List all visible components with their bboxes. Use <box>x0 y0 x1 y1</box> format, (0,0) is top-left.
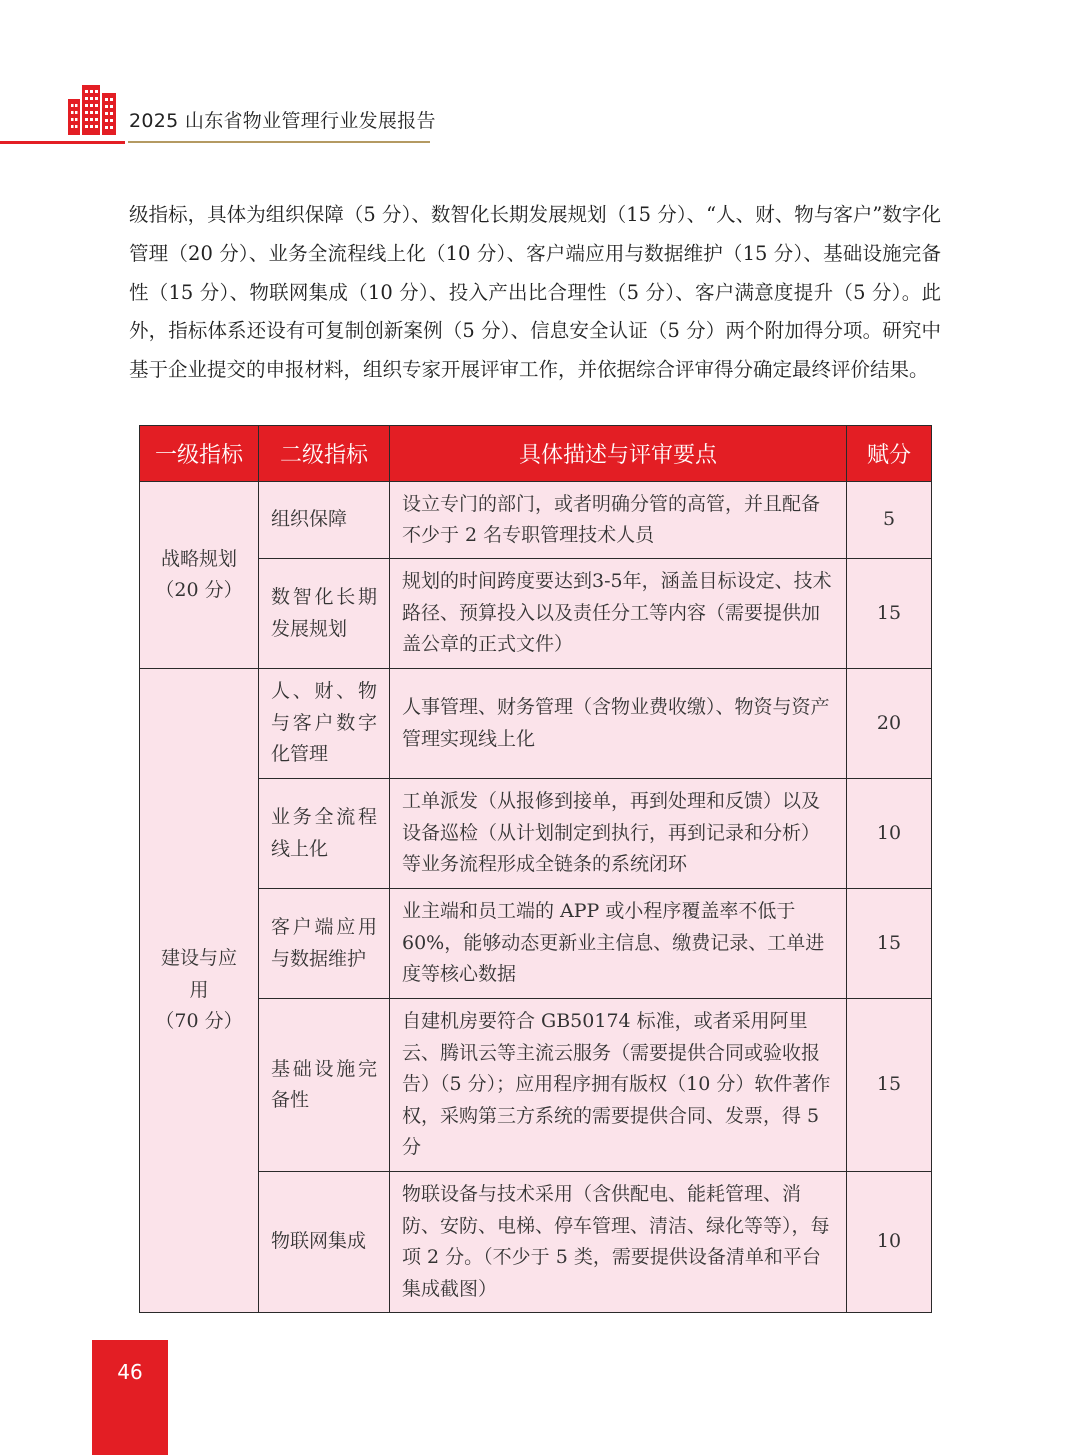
primary-indicator-line: （70 分） <box>155 1010 243 1033</box>
report-title: 2025 山东省物业管理行业发展报告 <box>129 110 436 132</box>
secondary-indicator-cell: 基础设施完备性 <box>259 999 390 1172</box>
header-cell: 赋分 <box>847 426 932 482</box>
secondary-indicator-cell: 物联网集成 <box>259 1172 390 1313</box>
description-cell: 业主端和员工端的 APP 或小程序覆盖率不低于 60%，能够动态更新业主信息、缴费记录、工单进度等核心数据 <box>390 889 847 999</box>
table-row <box>140 669 932 779</box>
building-icon <box>66 85 118 135</box>
description-cell: 物联设备与技术采用（含供配电、能耗管理、消防、安防、电梯、停车管理、清洁、绿化等等），每项 2 分。（不少于 5 类，需要提供设备清单和平台集成截图） <box>390 1172 847 1313</box>
primary-indicator-line: 战略规划 <box>160 547 237 570</box>
secondary-indicator-cell: 人、财、物与客户数字化管理 <box>259 669 390 779</box>
table-row <box>140 1172 932 1313</box>
score-cell: 10 <box>847 779 932 889</box>
description-cell: 规划的时间跨度要达到3-5年，涵盖目标设定、技术路径、预算投入以及责任分工等内容（需要提供加盖公章的正式文件） <box>390 559 847 669</box>
body-paragraph: 级指标，具体为组织保障（5 分）、数智化长期发展规划（15 分）、“人、财、物与客户”数字化管理（20 分）、业务全流程线上化（10 分）、客户端应用与数据维护（15 分）、基础设施完备性（15 分）、物联网集成（10 分）、投入产出比合理性（5 分）、客户满意度提升（5 分）。此外，指标体系还设有可复制创新案例（5 分）、信息安全认证（5 分）两个附加得分项。研究中基于企业提交的申报材料，组织专家开展评审工作，并依据综合评审得分确定最终评价结果。 <box>129 203 941 382</box>
secondary-indicator-cell: 数智化长期发展规划 <box>259 559 390 669</box>
table-row <box>140 889 932 999</box>
secondary-indicator-cell: 业务全流程线上化 <box>259 779 390 889</box>
table-row <box>140 999 932 1172</box>
header-red-rule <box>0 141 125 144</box>
score-cell: 10 <box>847 1172 932 1313</box>
primary-indicator-cell <box>140 669 259 1313</box>
description-cell: 自建机房要符合 GB50174 标准，或者采用阿里云、腾讯云等主流云服务（需要提供合同或验收报告）（5 分）；应用程序拥有版权（10 分）软件著作权，采购第三方系统的需要提供合同、发票，得 5 分 <box>390 999 847 1172</box>
score-cell: 15 <box>847 999 932 1172</box>
score-cell: 15 <box>847 559 932 669</box>
secondary-indicator-cell: 客户端应用与数据维护 <box>259 889 390 999</box>
primary-indicator-line: 用 <box>189 978 209 1001</box>
header-cell: 一级指标 <box>140 426 259 482</box>
table-row <box>140 559 932 669</box>
score-cell: 20 <box>847 669 932 779</box>
primary-indicator-cell <box>140 482 259 669</box>
description-cell: 工单派发（从报修到接单，再到处理和反馈）以及设备巡检（从计划制定到执行，再到记录和分析）等业务流程形成全链条的系统闭环 <box>390 779 847 889</box>
primary-indicator-line: （20 分） <box>155 579 243 601</box>
header-cell: 二级指标 <box>259 426 390 482</box>
page-number-tab <box>92 1340 168 1455</box>
indicator-table <box>139 425 932 1313</box>
page-number: 46 <box>117 1360 143 1384</box>
primary-indicator-line: 建设与应 <box>160 947 237 970</box>
score-cell: 15 <box>847 889 932 999</box>
description-cell: 设立专门的部门，或者明确分管的高管，并且配备不少于 2 名专职管理技术人员 <box>390 482 847 559</box>
table-row <box>140 482 932 559</box>
table-row <box>140 779 932 889</box>
table-header-row <box>140 426 932 482</box>
header-gold-rule <box>128 141 430 143</box>
secondary-indicator-cell: 组织保障 <box>259 482 390 559</box>
score-cell: 5 <box>847 482 932 559</box>
header-cell: 具体描述与评审要点 <box>390 426 847 482</box>
description-cell: 人事管理、财务管理（含物业费收缴）、物资与资产管理实现线上化 <box>390 669 847 779</box>
